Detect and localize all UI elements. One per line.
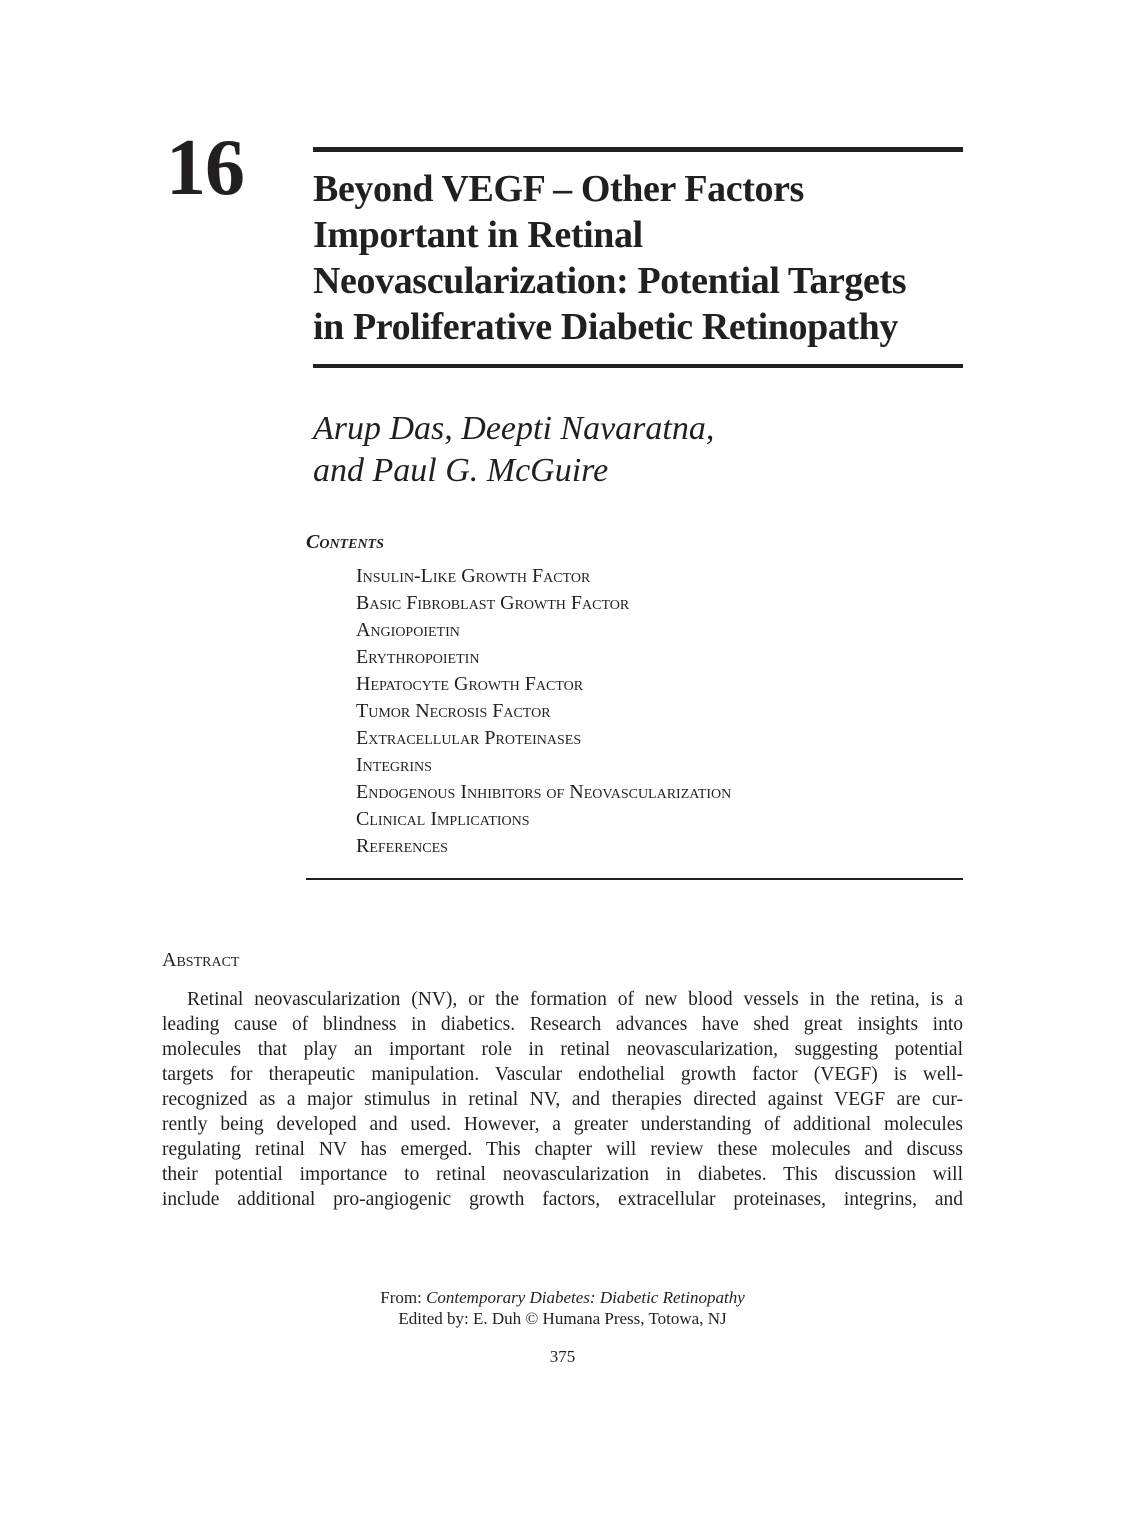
contents-item: Hepatocyte Growth Factor: [356, 673, 584, 695]
abstract-line: rently being developed and used. However, a greater understanding of additional molecules: [162, 1114, 963, 1135]
contents-item: Integrins: [356, 754, 432, 776]
contents-item: Endogenous Inhibitors of Neovascularization: [356, 781, 732, 803]
abstract-body: [162, 987, 963, 1212]
abstract-heading: Abstract: [162, 949, 240, 971]
contents-item: Basic Fibroblast Growth Factor: [356, 592, 630, 614]
authors-line: Arup Das, Deepti Navaratna,: [313, 410, 715, 447]
chapter-title: [313, 166, 973, 350]
chapter-title-line: Important in Retinal: [313, 214, 643, 256]
chapter-authors: [313, 408, 714, 492]
contents-heading: Contents: [306, 531, 384, 553]
abstract-line: targets for therapeutic manipulation. Vascular endothelial growth factor (VEGF) is well-: [162, 1064, 963, 1085]
contents-list: [356, 563, 731, 860]
title-top-rule: [313, 147, 963, 152]
source-line: [0, 1287, 1125, 1308]
source-book-title: Contemporary Diabetes: Diabetic Retinopathy: [426, 1288, 745, 1307]
chapter-title-line: Neovascularization: Potential Targets: [313, 260, 907, 302]
abstract-line: Retinal neovascularization (NV), or the formation of new blood vessels in the retina, is a: [187, 989, 963, 1010]
source-footnote: [0, 1287, 1125, 1329]
contents-item: Tumor Necrosis Factor: [356, 700, 551, 722]
page-number: 375: [549, 1347, 576, 1366]
source-from-label: From:: [380, 1288, 422, 1307]
source-edited-line: Edited by: E. Duh © Humana Press, Totowa, NJ: [398, 1309, 727, 1328]
contents-item: Erythropoietin: [356, 646, 480, 668]
abstract-line: their potential importance to retinal neovascularization in diabetes. This discussion will: [162, 1164, 963, 1185]
chapter-title-line: Beyond VEGF – Other Factors: [313, 168, 804, 210]
abstract-line: regulating retinal NV has emerged. This chapter will review these molecules and discuss: [162, 1139, 963, 1160]
contents-item: Angiopoietin: [356, 619, 460, 641]
chapter-number: 16: [166, 124, 244, 212]
contents-bottom-rule: [306, 878, 963, 880]
title-bottom-rule: [313, 364, 963, 368]
contents-item: References: [356, 835, 448, 857]
abstract-line: leading cause of blindness in diabetics. Research advances have shed great insights into: [162, 1014, 963, 1035]
contents-item: Clinical Implications: [356, 808, 530, 830]
contents-item: Insulin-Like Growth Factor: [356, 565, 591, 587]
contents-item: Extracellular Proteinases: [356, 727, 582, 749]
authors-line: and Paul G. McGuire: [313, 452, 609, 489]
abstract-line: recognized as a major stimulus in retinal NV, and therapies directed against VEGF are cur-: [162, 1089, 963, 1110]
chapter-title-line: in Proliferative Diabetic Retinopathy: [313, 306, 899, 348]
abstract-line: molecules that play an important role in retinal neovascularization, suggesting potential: [162, 1039, 963, 1060]
abstract-line: include additional pro-angiogenic growth factors, extracellular proteinases, integrins, and: [162, 1189, 963, 1210]
